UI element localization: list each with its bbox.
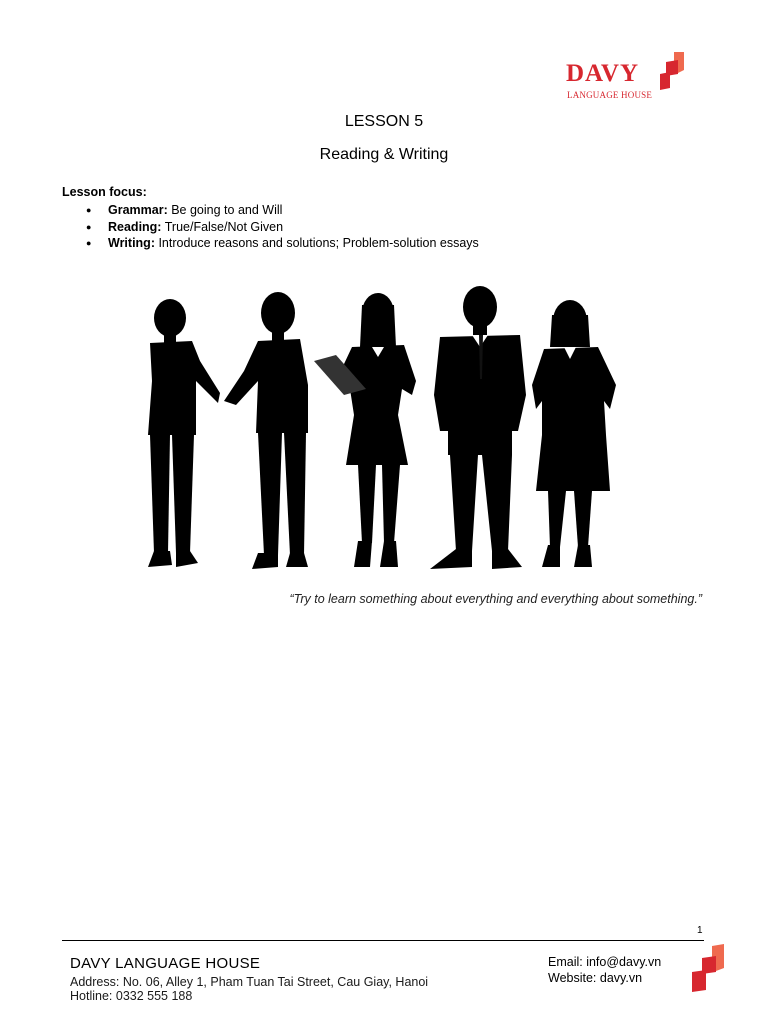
hotline-value: 0332 555 188 [112,989,193,1003]
address-label: Address: [70,975,120,989]
focus-text: Introduce reasons and solutions; Problem-solution essays [154,236,479,250]
footer-divider [62,940,704,941]
silhouette-man-2 [224,292,308,569]
lesson-subtitle: Reading & Writing [319,146,449,163]
silhouette-man-3 [430,286,526,569]
email-label: Email: [548,955,583,969]
focus-text: True/False/Not Given [161,219,284,234]
website-label: Website: [548,971,597,985]
footer-address [70,975,428,989]
footer-email [548,955,661,969]
bullet-icon: ● [86,221,92,232]
silhouette-woman-1 [336,293,416,567]
business-people-illustration [140,285,630,575]
bullet-icon: ● [86,238,92,248]
focus-key: Writing: [108,236,155,250]
logo-wordmark: DAVY [566,60,639,87]
focus-text: Be going to and Will [167,203,283,217]
davy-logo [566,50,706,106]
footer-hotline [70,989,192,1003]
bullet-icon: ● [86,205,92,215]
silhouette-woman-2 [532,300,616,567]
silhouette-man-1 [148,299,220,567]
focus-key: Grammar: [108,203,168,217]
red-folded-flag-icon [690,944,730,992]
quote: “Try to learn something about everything and everything about something.” [289,592,702,606]
list-item [86,219,479,236]
lesson-focus-list [86,202,479,252]
footer-website [548,971,642,985]
page-number: 1 [697,925,703,936]
lesson-title: LESSON 5 [344,113,424,130]
focus-key: Reading: [108,219,162,234]
logo-subtitle: LANGUAGE HOUSE [567,90,653,100]
website-value: davy.vn [596,971,643,985]
footer-company: DAVY LANGUAGE HOUSE [70,955,261,972]
list-item [86,235,479,252]
email-value: info@davy.vn [582,955,662,969]
red-folded-flag-icon [660,52,690,92]
list-item [86,202,479,219]
hotline-label: Hotline: [70,989,113,1003]
address-value: No. 06, Alley 1, Pham Tuan Tai Street, Cau Giay, Hanoi [119,975,429,989]
lesson-focus-label: Lesson focus: [62,185,147,199]
